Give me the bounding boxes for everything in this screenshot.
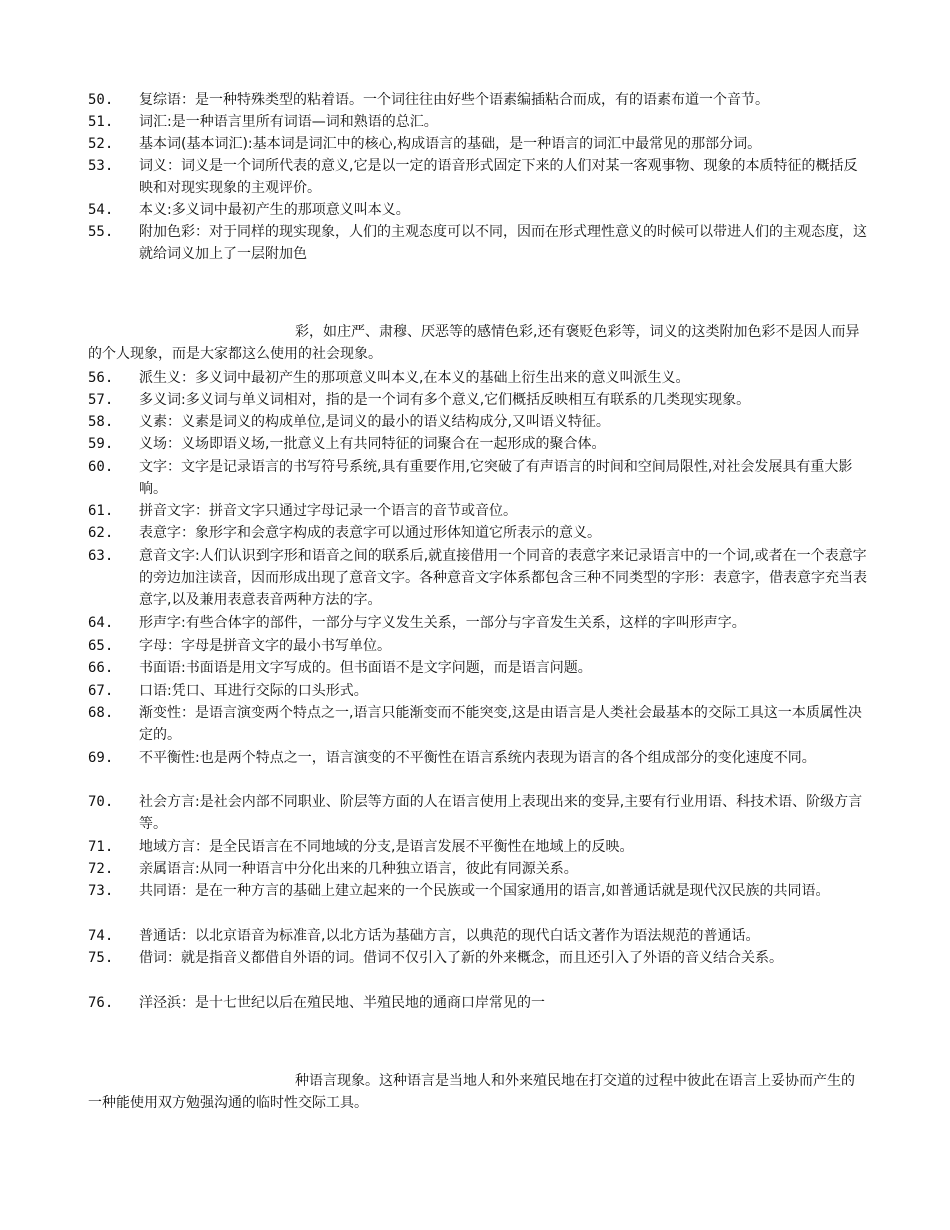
entry-55 [88,221,868,265]
entry-number: 76. [88,995,114,1011]
entry-text: 意音文字:人们认识到字形和语音之间的联系后,就直接借用一个同音的表意字来记录语言中的一个词,或者在一个表意字的旁边加注读音，因而形成出现了意音文字。各种意音文字体系都包含三种不同类型的字形：表意字，借表意字充当表意字,以及兼用表意表音两种方法的字。 [139,548,867,608]
entry-text: 口语:凭口、耳进行交际的口头形式。 [139,683,368,699]
entry-text: 文字：文字是记录语言的书写符号系统,具有重要作用,它突破了有声语言的时间和空间局限性,对社会发展具有重大影响。 [139,459,853,497]
entry-72 [88,858,868,880]
entry-number: 51. [88,114,114,130]
entry-number: 56. [88,370,114,386]
entry-number: 72. [88,861,114,877]
entry-text: 复综语：是一种特殊类型的粘着语。一个词往往由好些个语素编插粘合而成，有的语素布道一个音节。 [139,92,769,108]
entry-64 [88,612,868,634]
entry-text: 义场：义场即语义场,一批意义上有共同特征的词聚合在一起形成的聚合体。 [139,436,606,452]
entry-53 [88,155,868,199]
entry-number: 58. [88,414,114,430]
entry-number: 71. [88,839,114,855]
entry-text: 派生义：多义词中最初产生的那项意义叫本义,在本义的基础上衍生出来的意义叫派生义。 [139,370,690,386]
entry-text: 义素：义素是词义的构成单位,是词义的最小的语义结构成分,又叫语义特征。 [139,414,610,430]
entry-text: 附加色彩：对于同样的现实现象，人们的主观态度可以不同，因而在形式理性意义的时候可以带进人们的主观态度，这就给词义加上了一层附加色 [139,224,867,262]
continuation-text: 种语言现象。这种语言是当地人和外来殖民地在打交道的过程中彼此在语言上妥协而产生的一种能使用双方勉强沟通的临时性交际工具。 [88,1073,855,1111]
entry-67 [88,680,868,702]
entry-69 [88,747,868,769]
entry-70 [88,791,868,835]
entry-text: 普通话：以北京语音为标准音,以北方话为基础方言，以典范的现代白话文著作为语法规范的普通话。 [139,928,760,944]
entry-text: 亲属语言:从同一种语言中分化出来的几种独立语言，彼此有同源关系。 [139,861,578,877]
entry-71 [88,836,868,858]
entry-text: 形声字:有些合体字的部件，一部分与字义发生关系，一部分与字音发生关系，这样的字叫形声字。 [139,615,746,631]
entry-62 [88,522,868,544]
entry-text: 借词：就是指音义都借自外语的词。借词不仅引入了新的外来概念，而且还引入了外语的音义结合关系。 [139,950,783,966]
entry-text: 词义：词义是一个词所代表的意义,它是以一定的语音形式固定下来的人们对某一客观事物、现象的本质特征的概括反映和对现实现象的主观评价。 [139,158,858,196]
entry-number: 57. [88,392,114,408]
entry-73 [88,880,868,902]
entry-61 [88,500,868,522]
entry-text: 拼音文字：拼音文字只通过字母记录一个语言的音节或音位。 [139,503,517,519]
entry-59 [88,433,868,455]
entry-number: 70. [88,794,114,810]
entry-75 [88,947,868,969]
entry-74 [88,925,868,947]
entry-text: 表意字：象形字和会意字构成的表意字可以通过形体知道它所表示的意义。 [139,525,601,541]
entry-text: 词汇:是一种语言里所有词语—词和熟语的总汇。 [139,114,438,130]
entry-58 [88,411,868,433]
entry-60 [88,456,868,500]
entry-54 [88,199,868,221]
entry-number: 53. [88,158,114,174]
entry-number: 75. [88,950,114,966]
entry-number: 64. [88,615,114,631]
entry-number: 67. [88,683,114,699]
entry-68 [88,702,868,746]
entry-number: 73. [88,883,114,899]
entry-57 [88,389,868,411]
entry-number: 50. [88,92,114,108]
continuation-text: 彩，如庄严、肃穆、厌恶等的感情色彩,还有褒贬色彩等，词义的这类附加色彩不是因人而异的个人现象，而是大家都这么使用的社会现象。 [88,324,860,362]
entry-number: 65. [88,638,114,654]
entry-text: 地域方言：是全民语言在不同地域的分支,是语言发展不平衡性在地域上的反映。 [139,839,634,855]
entry-text: 字母：字母是拼音文字的最小书写单位。 [139,638,391,654]
entry-text: 基本词(基本词汇):基本词是词汇中的核心,构成语言的基础，是一种语言的词汇中最常见的那部分词。 [139,136,762,152]
entry-number: 63. [88,548,114,564]
entry-text: 渐变性：是语言演变两个特点之一,语言只能渐变而不能突变,这是由语言是人类社会最基本的交际工具这一本质属性决定的。 [139,705,862,743]
entry-text: 不平衡性:也是两个特点之一，语言演变的不平衡性在语言系统内表现为语言的各个组成部分的变化速度不同。 [139,750,816,766]
entry-text: 书面语:书面语是用文字写成的。但书面语不是文字问题，而是语言问题。 [139,660,592,676]
entry-63 [88,545,868,611]
entry-text: 本义:多义词中最初产生的那项意义叫本义。 [139,202,410,218]
entry-number: 69. [88,750,114,766]
entry-51 [88,111,868,133]
entry-52 [88,133,868,155]
entry-number: 66. [88,660,114,676]
entry-number: 54. [88,202,114,218]
entry-50 [88,89,868,111]
entry-number: 60. [88,459,114,475]
entry-number: 68. [88,705,114,721]
entry-76 [88,992,868,1014]
entry-text: 洋泾浜：是十七世纪以后在殖民地、半殖民地的通商口岸常见的一 [139,995,545,1011]
entry-text: 多义词:多义词与单义词相对，指的是一个词有多个意义,它们概括反映相互有联系的几类现实现象。 [139,392,751,408]
entry-number: 61. [88,503,114,519]
entry-56 [88,367,868,389]
entry-65 [88,635,868,657]
entry-text: 社会方言:是社会内部不同职业、阶层等方面的人在语言使用上表现出来的变异,主要有行业用语、科技术语、阶级方言等。 [139,794,863,832]
entry-number: 52. [88,136,114,152]
entry-number: 55. [88,224,114,240]
entry-66 [88,657,868,679]
entry-text: 共同语：是在一种方言的基础上建立起来的一个民族或一个国家通用的语言,如普通话就是现代汉民族的共同语。 [139,883,830,899]
entry-number: 74. [88,928,114,944]
entry-number: 59. [88,436,114,452]
entry-number: 62. [88,525,114,541]
